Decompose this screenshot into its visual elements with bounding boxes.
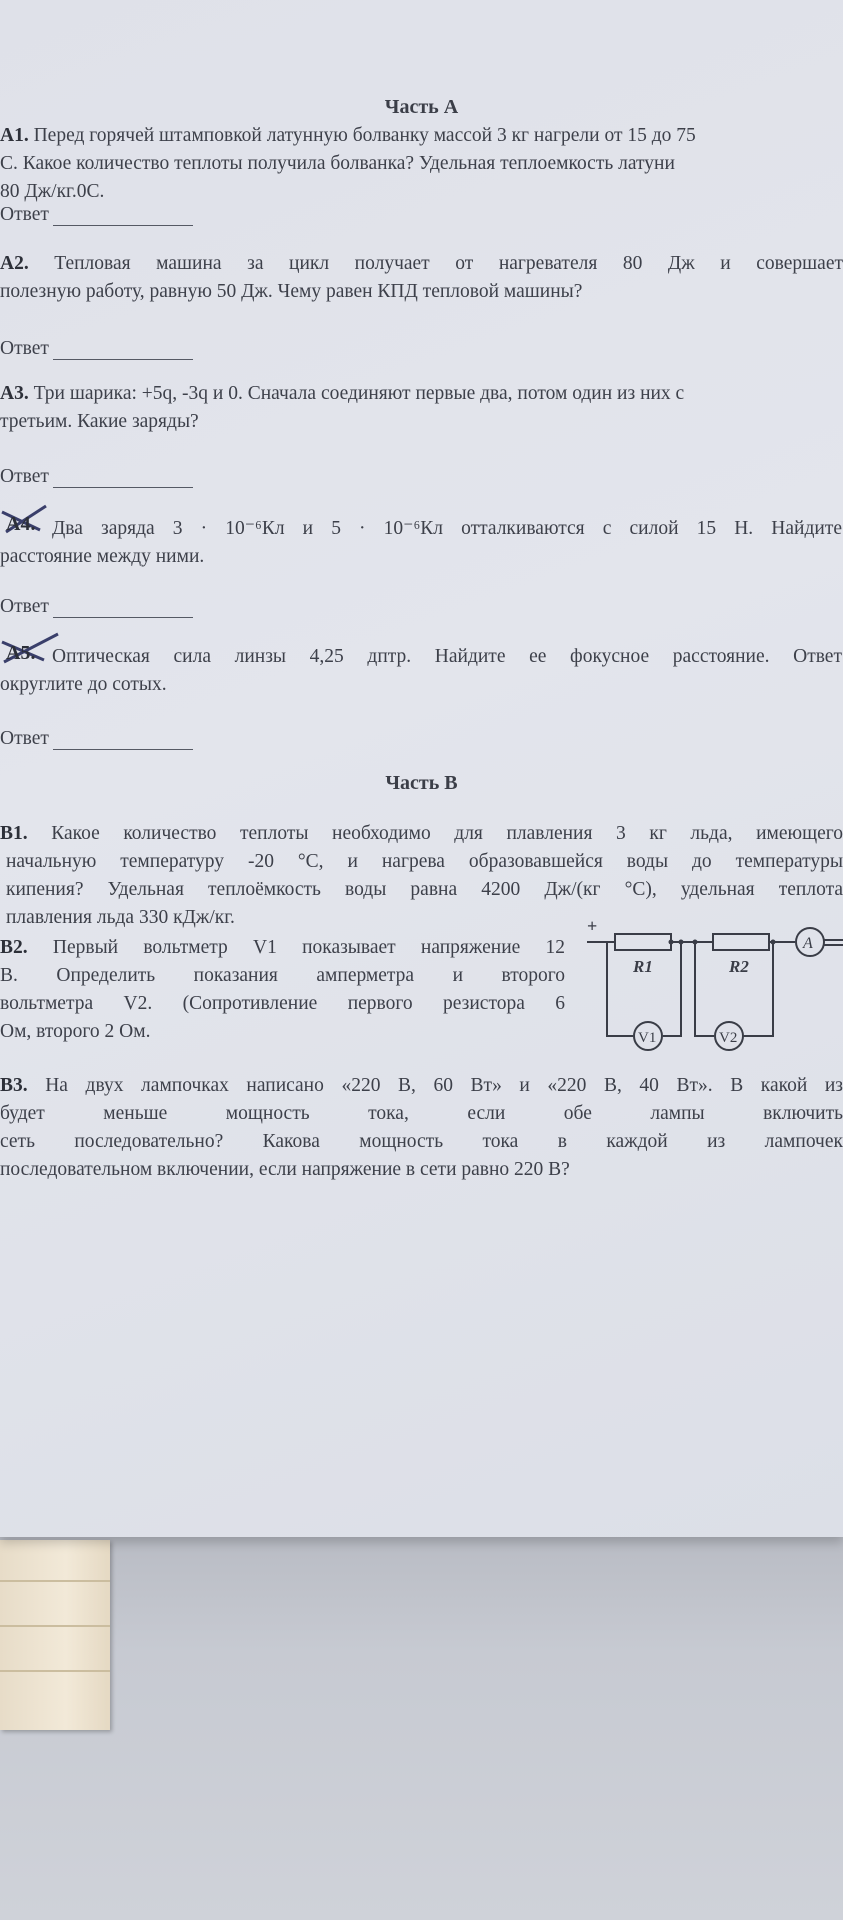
crossed-out-number-a4 xyxy=(0,500,60,540)
part-b-title: Часть В xyxy=(385,772,458,794)
question-number: А1. xyxy=(0,125,29,146)
part-a-title: Часть А xyxy=(384,96,459,118)
resistor-r1 xyxy=(615,934,671,950)
question-line: В. Определить показания амперметра и второго xyxy=(0,965,565,986)
question-a3 xyxy=(0,380,843,436)
question-line: Оптическая сила линзы 4,25 дптр. Найдите ее фокусное расстояние. Ответ xyxy=(52,646,842,667)
ammeter-label: A xyxy=(803,935,813,952)
question-line: кипения? Удельная теплоёмкость воды равна 4200 Дж/(кг °С), удельная теплота xyxy=(6,879,843,900)
question-line: 80 Дж/кг.0С. xyxy=(0,181,105,202)
r1-label: R1 xyxy=(633,957,653,976)
svg-text:А5.: А5. xyxy=(6,642,36,664)
answer-a3 xyxy=(0,466,193,488)
question-line: Два заряда 3 · 10⁻⁶Кл и 5 · 10⁻⁶Кл отталкиваются с силой 15 Н. Найдите xyxy=(52,518,842,539)
question-number: В3. xyxy=(0,1075,28,1096)
question-a5 xyxy=(52,643,842,671)
question-line: вольтметра V2. (Сопротивление первого резистора 6 xyxy=(0,993,565,1014)
answer-label: Ответ xyxy=(0,204,49,225)
answer-blank[interactable] xyxy=(53,345,193,360)
answer-label: Ответ xyxy=(0,728,49,749)
question-line: третьим. Какие заряды? xyxy=(0,411,199,432)
question-line: начальную температуру -20 °С, и нагрева образовавшейся воды до температуры xyxy=(6,851,843,872)
question-line: На двух лампочках написано «220 В, 60 Вт» и «220 В, 40 Вт». В какой из xyxy=(45,1075,843,1096)
answer-label: Ответ xyxy=(0,338,49,359)
v2-label: V2 xyxy=(719,1030,738,1046)
question-number: В2. xyxy=(0,937,28,958)
circuit-diagram xyxy=(585,918,843,1058)
question-line: Ом, второго 2 Ом. xyxy=(0,1021,151,1042)
svg-text:А4.: А4. xyxy=(6,513,36,535)
question-line: последовательном включении, если напряжение в сети равно 220 В? xyxy=(0,1159,570,1180)
plus-terminal: + xyxy=(587,918,598,936)
question-b1 xyxy=(0,820,843,932)
answer-label: Ответ xyxy=(0,596,49,617)
question-a4-continued xyxy=(0,543,204,571)
question-line: сеть последовательно? Какова мощность тока в каждой из лампочек xyxy=(0,1131,843,1152)
question-a2 xyxy=(0,250,843,306)
question-line: Тепловая машина за цикл получает от нагревателя 80 Дж и совершает xyxy=(54,253,843,274)
wooden-block xyxy=(0,1540,110,1730)
question-line: Какое количество теплоты необходимо для плавления 3 кг льда, имеющего xyxy=(51,823,843,844)
question-line: будет меньше мощность тока, если обе лампы включить xyxy=(0,1103,843,1124)
question-number: А3. xyxy=(0,383,29,404)
question-number: А2. xyxy=(0,253,29,274)
question-b3 xyxy=(0,1072,843,1184)
question-line: Три шарика: +5q, -3q и 0. Сначала соединяют первые два, потом один из них с xyxy=(33,383,685,404)
question-line: С. Какое количество теплоты получила болванка? Удельная теплоемкость латуни xyxy=(0,153,675,174)
question-b2 xyxy=(0,934,565,1046)
question-a1 xyxy=(0,122,843,206)
question-line: Перед горячей штамповкой латунную болванку массой 3 кг нагрели от 15 до 75 xyxy=(33,125,696,146)
answer-blank[interactable] xyxy=(53,603,193,618)
answer-blank[interactable] xyxy=(53,473,193,488)
desk-surface xyxy=(0,1537,843,1920)
question-line: Первый вольтметр V1 показывает напряжение 12 xyxy=(52,937,566,958)
answer-blank[interactable] xyxy=(53,211,193,226)
question-a4 xyxy=(52,515,842,543)
question-line: расстояние между ними. xyxy=(0,546,205,567)
resistor-r2 xyxy=(713,934,769,950)
question-a5-continued xyxy=(0,671,167,699)
v1-label: V1 xyxy=(638,1030,657,1046)
answer-blank[interactable] xyxy=(53,735,193,750)
question-line: полезную работу, равную 50 Дж. Чему равен КПД тепловой машины? xyxy=(0,281,583,302)
answer-a5 xyxy=(0,728,193,750)
answer-a1 xyxy=(0,204,193,226)
answer-a4 xyxy=(0,596,193,618)
question-line: округлите до сотых. xyxy=(0,674,167,695)
answer-label: Ответ xyxy=(0,466,49,487)
question-number: В1. xyxy=(0,823,28,844)
answer-a2 xyxy=(0,338,193,360)
r2-label: R2 xyxy=(729,957,749,976)
question-line: плавления льда 330 кДж/кг. xyxy=(6,907,235,928)
